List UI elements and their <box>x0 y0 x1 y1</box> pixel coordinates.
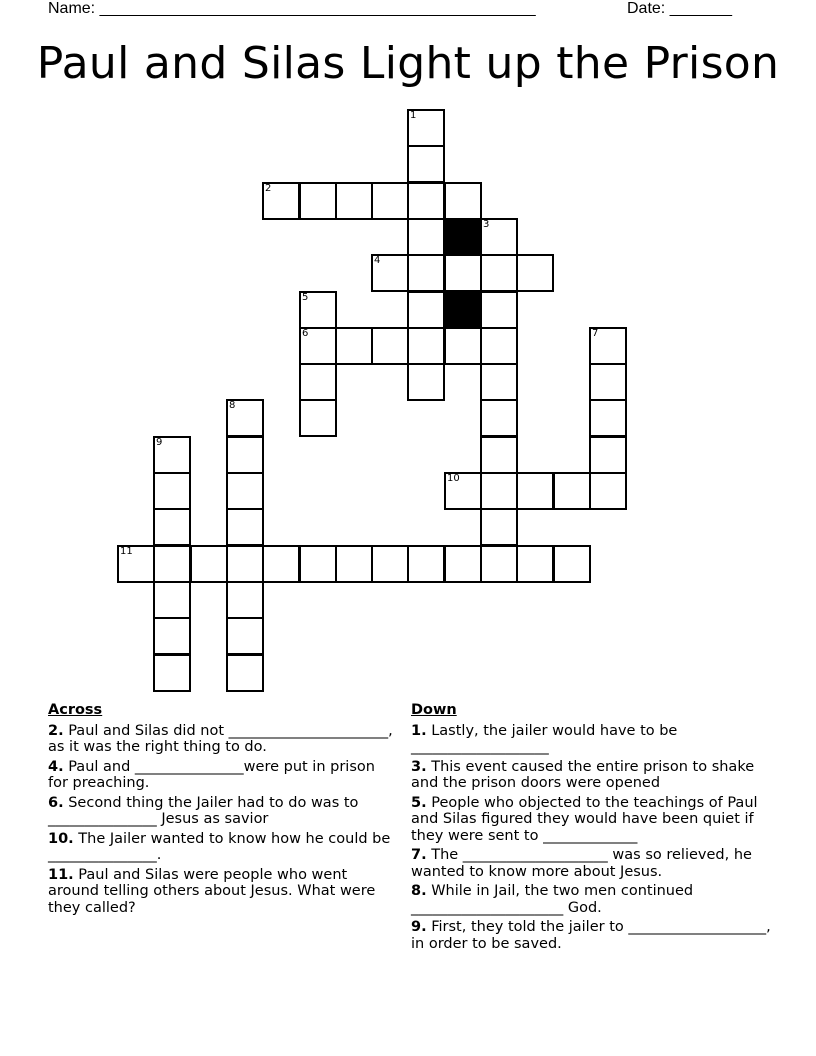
crossword-cell[interactable] <box>226 617 264 655</box>
crossword-cell[interactable] <box>335 327 373 365</box>
clue-number: 6. <box>48 794 64 811</box>
crossword-cell[interactable] <box>589 436 627 474</box>
crossword-cell[interactable] <box>407 145 445 183</box>
clue-item <box>48 795 393 828</box>
clue-number: 5. <box>411 794 427 811</box>
crossword-cell[interactable] <box>516 254 554 292</box>
crossword-cell[interactable] <box>226 436 264 474</box>
crossword-cell[interactable] <box>407 363 445 401</box>
down-heading: Down <box>411 702 457 718</box>
crossword-cell[interactable] <box>444 472 482 510</box>
crossword-cell[interactable] <box>407 327 445 365</box>
clue-item <box>411 847 781 880</box>
clue-number-label: 5 <box>302 292 309 303</box>
crossword-cell[interactable] <box>480 291 518 329</box>
crossword-cell[interactable] <box>335 182 373 220</box>
crossword-cell[interactable] <box>589 363 627 401</box>
crossword-cell[interactable] <box>153 508 191 546</box>
crossword-cell[interactable] <box>589 327 627 365</box>
clue-text: Lastly, the jailer would have to be ___________________ <box>411 722 678 755</box>
crossword-cell[interactable] <box>153 581 191 619</box>
clue-text: Paul and Silas were people who went around telling others about Jesus. What were they called? <box>48 866 376 916</box>
crossword-cell[interactable] <box>226 399 264 437</box>
page-title: Paul and Silas Light up the Prison <box>36 38 780 89</box>
name-field-label: Name: _________________________________________________ <box>48 0 536 17</box>
clue-text: The Jailer wanted to know how he could be _______________. <box>48 830 391 863</box>
crossword-cell[interactable] <box>299 291 337 329</box>
clue-item <box>411 723 781 756</box>
crossword-cell[interactable] <box>226 654 264 692</box>
crossword-cell[interactable] <box>299 545 337 583</box>
clue-item <box>48 759 393 792</box>
crossword-cell[interactable] <box>299 182 337 220</box>
crossword-cell[interactable] <box>480 363 518 401</box>
crossword-cell[interactable] <box>480 254 518 292</box>
clue-text: Paul and _______________were put in prison for preaching. <box>48 758 375 791</box>
crossword-cell[interactable] <box>480 508 518 546</box>
clue-number-label: 6 <box>302 328 309 339</box>
crossword-cell[interactable] <box>589 399 627 437</box>
crossword-cell[interactable] <box>407 109 445 147</box>
clue-item <box>48 831 393 864</box>
crossword-cell[interactable] <box>299 363 337 401</box>
crossword-cell[interactable] <box>371 254 409 292</box>
clue-number-label: 2 <box>265 183 272 194</box>
crossword-cell[interactable] <box>589 472 627 510</box>
crossword-block <box>444 291 482 329</box>
crossword-cell[interactable] <box>226 581 264 619</box>
crossword-cell[interactable] <box>444 327 482 365</box>
crossword-cell[interactable] <box>153 654 191 692</box>
clue-number-label: 10 <box>447 473 460 484</box>
crossword-cell[interactable] <box>262 545 300 583</box>
crossword-cell[interactable] <box>226 545 264 583</box>
crossword-cell[interactable] <box>335 545 373 583</box>
clue-number: 1. <box>411 722 427 739</box>
clue-number: 4. <box>48 758 64 775</box>
crossword-cell[interactable] <box>480 327 518 365</box>
clue-item <box>411 795 781 845</box>
crossword-cell[interactable] <box>299 399 337 437</box>
date-field-label: Date: _______ <box>627 0 732 17</box>
crossword-cell[interactable] <box>480 218 518 256</box>
crossword-cell[interactable] <box>117 545 155 583</box>
crossword-cell[interactable] <box>516 472 554 510</box>
crossword-cell[interactable] <box>553 545 591 583</box>
clue-list <box>411 723 781 953</box>
clue-text: The ____________________ was so relieved, he wanted to know more about Jesus. <box>411 847 752 880</box>
clue-number: 3. <box>411 758 427 775</box>
crossword-cell[interactable] <box>190 545 228 583</box>
crossword-cell[interactable] <box>444 254 482 292</box>
clue-number-label: 1 <box>410 110 417 121</box>
crossword-cell[interactable] <box>407 218 445 256</box>
crossword-cell[interactable] <box>299 327 337 365</box>
clue-item <box>411 883 781 916</box>
clue-number-label: 4 <box>374 255 381 266</box>
crossword-cell[interactable] <box>480 545 518 583</box>
crossword-cell[interactable] <box>444 545 482 583</box>
clue-item <box>411 759 781 792</box>
crossword-cell[interactable] <box>153 545 191 583</box>
crossword-cell[interactable] <box>407 182 445 220</box>
clue-number-label: 7 <box>592 328 599 339</box>
clue-text: First, they told the jailer to ___________________, in order to be saved. <box>411 919 771 952</box>
clue-number-label: 11 <box>120 546 133 557</box>
crossword-cell[interactable] <box>480 436 518 474</box>
clue-number-label: 3 <box>483 219 490 230</box>
crossword-cell[interactable] <box>371 327 409 365</box>
clue-number: 11. <box>48 866 74 883</box>
crossword-cell[interactable] <box>407 545 445 583</box>
across-heading: Across <box>48 702 103 718</box>
crossword-cell[interactable] <box>226 472 264 510</box>
crossword-cell[interactable] <box>371 545 409 583</box>
clue-number: 2. <box>48 722 64 739</box>
clue-number-label: 8 <box>229 400 236 411</box>
clue-number: 8. <box>411 883 427 899</box>
crossword-cell[interactable] <box>262 182 300 220</box>
clue-item <box>411 919 781 952</box>
crossword-cell[interactable] <box>444 182 482 220</box>
down-clues <box>411 702 781 955</box>
crossword-cell[interactable] <box>153 617 191 655</box>
crossword-block <box>444 218 482 256</box>
clue-number: 7. <box>411 847 427 863</box>
clue-text: This event caused the entire prison to shake and the prison doors were opened <box>411 758 755 791</box>
crossword-cell[interactable] <box>480 472 518 510</box>
crossword-cell[interactable] <box>480 399 518 437</box>
crossword-cell[interactable] <box>553 472 591 510</box>
clue-number-label: 9 <box>156 437 163 448</box>
clue-text: Paul and Silas did not ______________________, as it was the right thing to do. <box>48 722 393 755</box>
clue-number: 10. <box>48 830 74 847</box>
clue-text: People who objected to the teachings of Paul and Silas figured they would have been quiet if they were sent to _____________ <box>411 794 758 844</box>
clue-item <box>48 723 393 756</box>
crossword-cell[interactable] <box>407 291 445 329</box>
crossword-cell[interactable] <box>407 254 445 292</box>
crossword-cell[interactable] <box>516 545 554 583</box>
clue-text: While in Jail, the two men continued _____________________ God. <box>411 883 694 916</box>
clue-text: Second thing the Jailer had to do was to _______________ Jesus as savior <box>48 794 359 827</box>
clue-number: 9. <box>411 919 427 935</box>
crossword-cell[interactable] <box>226 508 264 546</box>
clue-item <box>48 867 393 917</box>
crossword-cell[interactable] <box>371 182 409 220</box>
crossword-cell[interactable] <box>153 472 191 510</box>
clue-list <box>48 723 393 917</box>
across-clues <box>48 702 393 919</box>
crossword-cell[interactable] <box>153 436 191 474</box>
